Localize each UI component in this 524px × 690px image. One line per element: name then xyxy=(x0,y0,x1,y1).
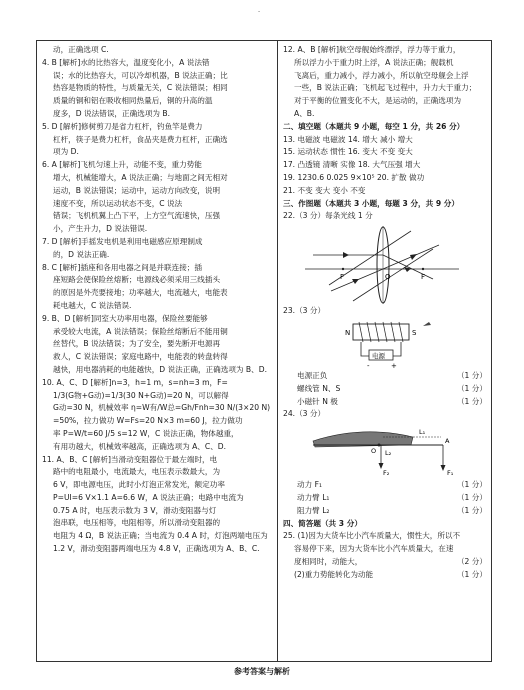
answer-line: 一些，B 说法正确；飞机起飞过程中，升力大于重力； xyxy=(294,83,477,93)
optical-center-label: O xyxy=(385,273,391,282)
answer-line: 6. A [解析]飞机匀速上升，动能不变，重力势能 xyxy=(42,160,202,170)
item-score: （1 分） xyxy=(456,383,487,393)
answer-line: 动，正确选项 C. xyxy=(53,45,109,54)
answer-line: 丝替代，B 说法错误；为了安全，要先断开电源再 xyxy=(53,339,221,349)
answer-line: 运动，B 说法错误；运动中，运动方向改变，说明 xyxy=(53,185,221,195)
power-label: 电源 xyxy=(372,351,385,360)
item-label: 阻力臂 L₂ xyxy=(297,505,330,515)
section-fill-in-heading: 二、填空题（本题共 9 小题，每空 1 分，共 26 分） xyxy=(283,121,465,131)
fill-answer-line: 17. 凸透镜 清晰 实像 18. 大气压强 增大 xyxy=(283,160,421,170)
label-o: O xyxy=(371,447,377,456)
item-label: 电源正负 xyxy=(297,370,328,380)
label-l1: L₁ xyxy=(419,428,426,437)
answer-line: 飞离后，重力减小，浮力减小，所以航空母舰会上浮 xyxy=(294,70,469,80)
q22-heading: 22.（3 分）每条光线 1 分 xyxy=(283,211,373,221)
answer-line: 质量的铜和铝在吸收相同热量后，铜的升高的温 xyxy=(53,96,213,106)
answer-line: 5. D [解析]修树剪刀是省力杠杆，钓鱼竿是费力 xyxy=(42,121,203,131)
answer-line: 1.2 V，滑动变阻器两端电压为 4.8 V，正确选项为 A、B、C. xyxy=(53,544,260,554)
item-label: 动力臂 L₁ xyxy=(297,492,330,502)
item-score: （1 分） xyxy=(456,480,487,490)
solenoid-diagram xyxy=(283,318,487,370)
item-label: 动力 F₁ xyxy=(297,480,323,490)
answer-line: 有用功越大，机械效率越高，正确选项为 A、C、D. xyxy=(53,441,227,451)
q22-lens-figure xyxy=(283,223,487,305)
lens-diagram xyxy=(283,223,487,305)
label-l2: L₂ xyxy=(385,449,392,458)
q23-heading: 23.（3 分） xyxy=(283,306,326,316)
q23-solenoid-figure xyxy=(283,318,487,370)
q25-line xyxy=(283,530,487,543)
answer-line: 小，产生升力，D 说法错误. xyxy=(53,224,148,234)
focus-label-left: F xyxy=(340,273,345,282)
answer-line: 11. A、B、C [解析]当滑动变阻器位于最左端时，电 xyxy=(42,454,218,464)
answer-line: 速度不变，所以运动状态不变，C 说法 xyxy=(53,198,183,208)
q24-heading: 24.（3 分） xyxy=(283,409,326,419)
answer-line: 4. B [解析]水的比热容大，温度变化小，A 说法错 xyxy=(42,57,210,67)
answer-line: 对于平衡的位置变化不大，是运动的，正确选项为 xyxy=(294,96,462,106)
answer-line: 承受较大电流，A 说法错误；保险丝熔断后不能用铜 xyxy=(53,326,228,336)
scoring-row xyxy=(283,505,487,518)
coil-winding xyxy=(399,322,403,342)
answer-line: 度多，D 说法错误，正确选项为 B. xyxy=(53,108,171,118)
item-score: （1 分） xyxy=(456,396,487,406)
scoring-row xyxy=(283,396,487,409)
label-f2: F₂ xyxy=(383,469,390,478)
coil-winding xyxy=(359,322,363,342)
item-score: （1 分） xyxy=(456,492,487,502)
scoring-row xyxy=(283,383,487,396)
coil-winding xyxy=(367,322,371,342)
q25-line xyxy=(283,543,487,556)
arrow-icon xyxy=(410,254,417,260)
section-drawing-heading: 三、作图题（本题共 3 小题，每题 3 分，共 9 分） xyxy=(283,198,459,208)
focus-label-right: F xyxy=(421,273,426,282)
answer-line: 救人，C 说法错误；家庭电路中，电能表的转盘转得 xyxy=(53,352,228,362)
answer-line: P=UI=6 V×1.1 A=6.6 W，A 说法正确；电路中电流为 xyxy=(53,492,244,502)
answer-line: 错误；飞机机翼上凸下平，上方空气流速快，压强 xyxy=(53,211,221,221)
fulcrum-point xyxy=(378,444,381,447)
q25-score: （1 分） xyxy=(456,569,487,579)
lever-diagram xyxy=(283,421,487,479)
item-score: （1 分） xyxy=(456,370,487,380)
answer-line: 杠杆，筷子是费力杠杆，食品夹是费力杠杆，正确选 xyxy=(53,134,228,144)
answer-line: 1/3(G物+G动)=1/3(30 N+G动)=20 N，可以解得 xyxy=(53,390,229,400)
item-label: 螺线管 N、S xyxy=(297,383,341,393)
answer-line: 7. D [解析]手摇发电机是利用电磁感应原理制成 xyxy=(42,236,203,246)
fill-answer-line: 21. 不变 变大 变小 不变 xyxy=(283,185,366,195)
arrow-icon xyxy=(441,465,446,471)
answer-line: 0.75 A 时，电压表示数为 3 V，滑动变阻器与灯 xyxy=(53,505,217,515)
right-column xyxy=(283,44,487,582)
pole-s-label: S xyxy=(412,328,417,337)
answer-line: 增大，机械能增大，A 说法正确；与地面之间无相对 xyxy=(53,172,228,182)
answer-line: 率 P=W/t=60 J/5 s=12 W，C 说法正确，物体越重， xyxy=(53,428,239,438)
label-a: A xyxy=(445,437,450,446)
answer-line: A、B. xyxy=(294,108,315,118)
answer-line: 路中的电阻最小，电流最大，电压表示数最大，为 xyxy=(53,467,221,477)
scoring-row xyxy=(283,492,487,505)
scoring-row xyxy=(283,479,487,492)
coil-winding xyxy=(375,322,379,342)
header-mark: - xyxy=(258,8,261,15)
terminal-minus-label: - xyxy=(367,361,370,370)
answer-line: 电阻为 4 Ω，B 说法正确；当电流为 0.4 A 时，灯泡两端电压为 xyxy=(53,531,268,541)
focal-point-left xyxy=(342,268,344,270)
answer-line: 9. B、D [解析]同室大功率用电器，保险丝要能够 xyxy=(42,313,208,323)
label-f1: F₁ xyxy=(447,469,454,478)
answer-line: 的，D 说法正确. xyxy=(53,249,110,259)
terminal-plus-label: + xyxy=(391,361,397,370)
answer-line: =50%，拉力做功 W=Fs=20 N×3 m=60 J，拉力做功 xyxy=(53,416,243,426)
column-divider xyxy=(277,41,278,661)
answer-line: 6 V，即电源电压，此时小灯泡正常发光，额定功率 xyxy=(53,480,225,490)
section-short-answer-heading: 四、简答题（共 3 分） xyxy=(283,518,362,528)
answer-line: 越快，用电器消耗的电能越快，D 说法正确，正确选项为 B、D. xyxy=(53,364,267,374)
answer-line: 12. A、B [解析]航空母舰始终漂浮，浮力等于重力， xyxy=(283,45,461,54)
answer-line: 泡串联，电压相等，电阻相等，所以滑动变阻器的 xyxy=(53,518,221,528)
arrow-icon xyxy=(343,252,349,258)
coil-winding xyxy=(391,322,395,342)
answer-line: 项为 D. xyxy=(53,147,79,157)
answer-line: 误；水的比热容大，可以冷却机器，B 说法正确；比 xyxy=(53,70,228,80)
fill-answer-line: 13. 电磁波 电磁波 14. 增大 减小 增大 xyxy=(283,134,413,144)
content-frame xyxy=(36,40,492,662)
answer-line: 所以浮力小于重力时上浮，A 说法正确；舰载机 xyxy=(294,57,454,67)
q24-lever-figure xyxy=(283,421,487,479)
focal-point-right xyxy=(422,268,424,270)
left-column xyxy=(42,44,272,556)
coil-winding xyxy=(383,322,387,342)
compass-needle-icon xyxy=(423,322,431,326)
scoring-row xyxy=(283,370,487,383)
answer-line: 热容是物质的特性，与质量无关，C 说法错误；相同 xyxy=(53,83,228,93)
answer-line: 耗电越大，C 说法错误. xyxy=(53,300,132,310)
q25-text: 25. (1)因为大货车比小汽车质量大，惯性大，所以不 xyxy=(283,531,461,541)
fill-answer-line: 15. 运动状态 惯性 16. 变大 不变 变大 xyxy=(283,147,413,157)
solenoid-core xyxy=(353,324,409,340)
q25-score: （2 分） xyxy=(456,556,487,566)
answer-line: G动=30 N，机械效率 η=W有/W总=Gh/Fnh=30 N/(3×20 N) xyxy=(53,403,271,413)
pole-n-label: N xyxy=(345,328,351,337)
answer-line: 座短路会使保险丝熔断；电源线必须采用三线插头 xyxy=(53,275,221,285)
q25-text: 度相同时，动能大， xyxy=(294,556,363,566)
item-score: （1 分） xyxy=(456,505,487,515)
answer-line: 的原因是外壳要接地；功率越大，电流越大，电能表 xyxy=(53,288,228,298)
q25-line xyxy=(283,569,487,582)
q25-text: (2)重力势能转化为动能 xyxy=(294,569,374,579)
q25-text: 容易停下来，因为大货车比小汽车质量大，在速 xyxy=(294,544,454,554)
q25-line xyxy=(283,556,487,569)
page-footer: 参考答案与解析 xyxy=(234,667,290,676)
answer-line: 8. C [解析]插座和各用电器之间是并联连接；插 xyxy=(42,262,202,272)
fill-answer-line: 19. 1230.6 0.025 9×10⁵ 20. 扩散 做功 xyxy=(283,172,425,182)
answer-line: 10. A、C、D [解析]n=3，h=1 m，s=nh=3 m，F= xyxy=(42,377,228,387)
item-label: 小磁针 N 极 xyxy=(297,396,338,406)
